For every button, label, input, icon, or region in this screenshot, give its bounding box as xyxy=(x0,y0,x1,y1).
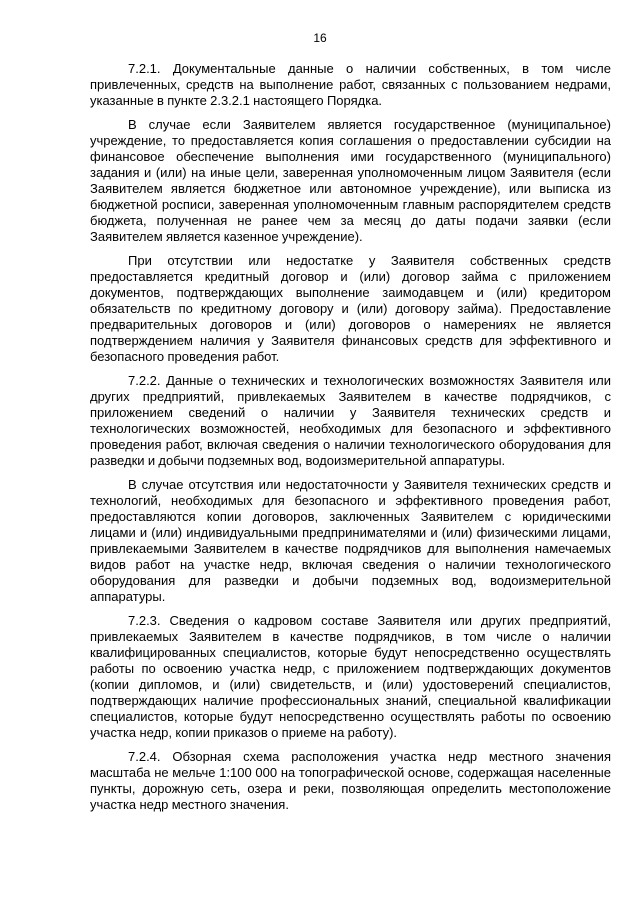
paragraph-lack-of-technical-means: В случае отсутствия или недостаточности у Заявителя технических средств и технологий, необходимых для безопасного и эффективного проведения работ, предоставляются копии договоров, заключенных Заявителем с юридическими лицами и (или) индивидуальными предпринимателями и (или) физическими лицами, привлекаемыми Заявителем в качестве подрядчиков для выполнения намечаемых видов работ на участке недр, включая сведения о наличии технологического оборудования для разведки и добычи подземных вод, водоизмерительной аппаратуры. xyxy=(90,477,611,604)
paragraph-7-2-1: 7.2.1. Документальные данные о наличии собственных, в том числе привлеченных, средств на выполнение работ, связанных с пользованием недрами, указанные в пункте 2.3.2.1 настоящего Порядка. xyxy=(90,61,611,108)
document-body xyxy=(90,61,611,821)
page-number: 16 xyxy=(313,31,327,45)
paragraph-insufficient-funds: При отсутствии или недостатке у Заявителя собственных средств предоставляется кредитный договор и (или) договор займа с приложением документов, подтверждающих выполнение заимодавцем и (или) кредитором обязательств по кредитному договору и (или) договору займа). Предоставление предварительных договоров и (или) договоров о намерениях не является подтверждением наличия у Заявителя финансовых средств для эффективного и безопасного проведения работ. xyxy=(90,253,611,364)
paragraph-7-2-4: 7.2.4. Обзорная схема расположения участка недр местного значения масштаба не мельче 1:100 000 на топографической основе, содержащая населенные пункты, дорожную сеть, озера и реки, позволяющая определить местоположение участка недр местного значения. xyxy=(90,749,611,812)
paragraph-state-institution: В случае если Заявителем является государственное (муниципальное) учреждение, то предоставляется копия соглашения о предоставлении субсидии на финансовое обеспечение выполнения ими государственного (муниципального) задания и (или) на иные цели, заверенная уполномоченным лицом Заявителя (если Заявителем является бюджетное или автономное учреждение), или выписка из бюджетной росписи, заверенная уполномоченным главным распорядителем средств бюджета, полученная не ранее чем за месяц до даты подачи заявки (если Заявителем является казенное учреждение). xyxy=(90,117,611,244)
paragraph-7-2-3: 7.2.3. Сведения о кадровом составе Заявителя или других предприятий, привлекаемых Заявителем в качестве подрядчиков, в том числе о наличии квалифицированных специалистов, которые будут непосредственно осуществлять работы по освоению участка недр, с приложением подтверждающих документов (копии дипломов, и (или) свидетельств, и (или) удостоверений специалистов, подтверждающих наличие профессиональных знаний, специальной квалификации специалистов, которые будут непосредственно осуществлять работы по освоению участка недр, копии приказов о приеме на работу). xyxy=(90,613,611,740)
paragraph-7-2-2: 7.2.2. Данные о технических и технологических возможностях Заявителя или других предприятий, привлекаемых Заявителем в качестве подрядчиков, с приложением сведений о наличии у Заявителя технических средств и технологических возможностей, необходимых для безопасного и эффективного проведения работ, включая сведения о наличии технологического оборудования для разведки и добычи подземных вод, водоизмерительной аппаратуры. xyxy=(90,373,611,468)
